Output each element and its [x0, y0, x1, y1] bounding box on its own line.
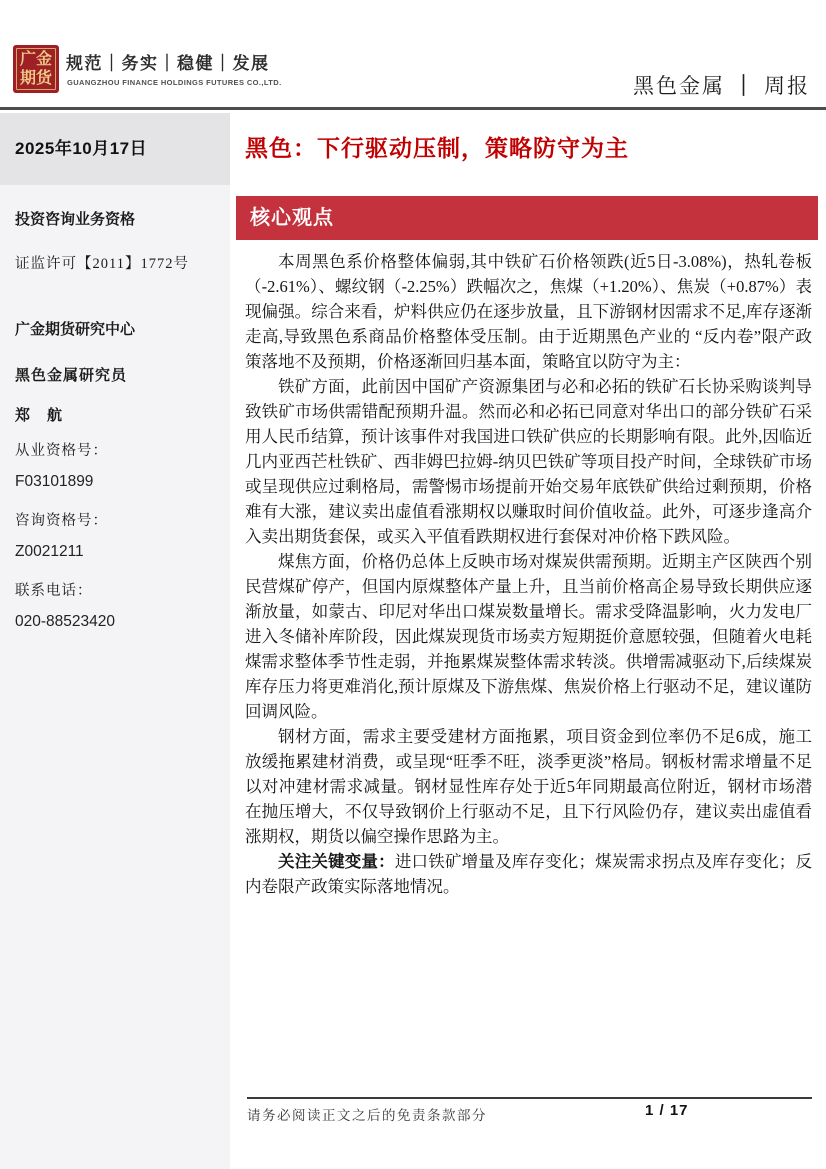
core-view-heading: 核心观点: [250, 207, 334, 229]
research-center-name: 广金期货研究中心: [15, 321, 136, 338]
report-title: 黑色：下行驱动压制，策略防守为主: [245, 135, 629, 161]
date-box: [0, 113, 230, 185]
practice-number-value: F03101899: [15, 473, 94, 490]
logo-char-group-1: 广金: [20, 50, 53, 68]
core-view-body: [245, 249, 812, 899]
key-variables-text: 进口铁矿增量及库存变化；煤炭需求拐点及库存变化；反内卷限产政策实际落地情况。: [245, 852, 813, 896]
logo-char-group-2: 期货: [20, 69, 53, 87]
paragraph-steel: 钢材方面，需求主要受建材方面拖累，项目资金到位率仍不足6成，施工放缓拖累建材消费，或呈现“旺季不旺，淡季更淡”格局。钢板材需求增量不足以对冲建材需求减量。钢材显性库存处于近5年同期最高位附近，钢材市场潜在抛压增大，不仅导致钢价上行驱动不足，且下行风险仍存，建议卖出虚值看涨期权，期货以偏空操作思路为主。: [245, 727, 812, 846]
company-name-english: GUANGZHOU FINANCE HOLDINGS FUTURES CO.,LTD.: [67, 78, 282, 87]
report-type-label: 周报: [764, 74, 810, 98]
footer-divider: [247, 1097, 812, 1099]
footer-disclaimer: 请务必阅读正文之后的免责条款部分: [247, 1108, 487, 1123]
paragraph-coal-coke: 煤焦方面，价格仍总体上反映市场对煤炭供需预期。近期主产区陕西个别民营煤矿停产，但国内原煤整体产量上升，且当前价格高企易导致长期供应逐渐放量，如蒙古、印尼对华出口煤炭数量增长。需求受降温影响，火力发电厂进入冬储补库阶段，因此煤炭现货市场卖方短期挺价意愿较强，但随着火电耗煤需求整体季节性走弱，并拖累煤炭整体需求转淡。供增需减驱动下,后续煤炭库存压力将更难消化,预计原煤及下游焦煤、焦炭价格上行驱动不足，建议谨防回调风险。: [245, 552, 812, 721]
key-variables-label: 关注关键变量：: [278, 852, 395, 871]
core-view-banner: [236, 196, 818, 240]
qualification-title: 投资咨询业务资格: [15, 211, 136, 228]
logo-text-row-1: [17, 51, 55, 69]
report-date: 2025年10月17日: [15, 139, 148, 158]
practice-number-label: 从业资格号：: [15, 443, 108, 459]
phone-number-value: 020-88523420: [15, 613, 115, 630]
report-header-category: [633, 70, 810, 100]
advisory-number-label: 咨询资格号：: [15, 513, 108, 529]
paragraph-market-overview: 本周黑色系价格整体偏弱,其中铁矿石价格领跌(近5日-3.08%)，热轧卷板（-2.61%）、螺纹钢（-2.25%）跌幅次之，焦煤（+1.20%）、焦炭（+0.87%）表现偏强。综合来看，炉料供应仍在逐步放量，且下游钢材因需求不足,库存逐渐走高,导致黑色系商品价格整体受压制。由于近期黑色产业的 “反内卷”限产政策落地不及预期，价格逐渐回归基本面，策略宜以防守为主：: [245, 252, 812, 371]
paragraph-key-variables: [245, 849, 812, 899]
company-logo-frame: [16, 48, 56, 90]
analyst-role: 黑色金属研究员: [15, 368, 128, 384]
advisory-number-value: Z0021211: [15, 543, 84, 560]
paragraph-iron-ore: 铁矿方面，此前因中国矿产资源集团与必和必拓的铁矿石长协采购谈判导致铁矿市场供需错配预期升温。然而必和必拓已同意对华出口的部分铁矿石采用人民币结算，预计该事件对我国进口铁矿供应的长期影响有限。此外,因临近几内亚西芒杜铁矿、西非姆巴拉姆-纳贝巴铁矿等项目投产时间，全球铁矿市场或呈现供应过剩格局，需警惕市场提前开始交易年底铁矿供给过剩预期，价格难有大涨，建议卖出虚值看涨期权以赚取时间价值收益。此外，可逐步逢高介入卖出期货套保，或买入平值看跌期权进行套保对冲价格下跌风险。: [245, 377, 812, 546]
category-separator: ｜: [733, 74, 756, 98]
qualification-number: 证监许可【2011】1772号: [15, 256, 189, 272]
company-tagline: 规范｜务实｜稳健｜发展: [66, 54, 270, 73]
company-logo: [13, 45, 59, 93]
page-number: 1 / 17: [645, 1102, 689, 1119]
sidebar: [0, 113, 230, 1169]
category-label: 黑色金属: [633, 74, 725, 98]
header-divider: [0, 107, 826, 110]
logo-text-row-2: [17, 70, 55, 88]
analyst-name: 郑 航: [15, 408, 64, 424]
phone-label: 联系电话：: [15, 583, 93, 599]
